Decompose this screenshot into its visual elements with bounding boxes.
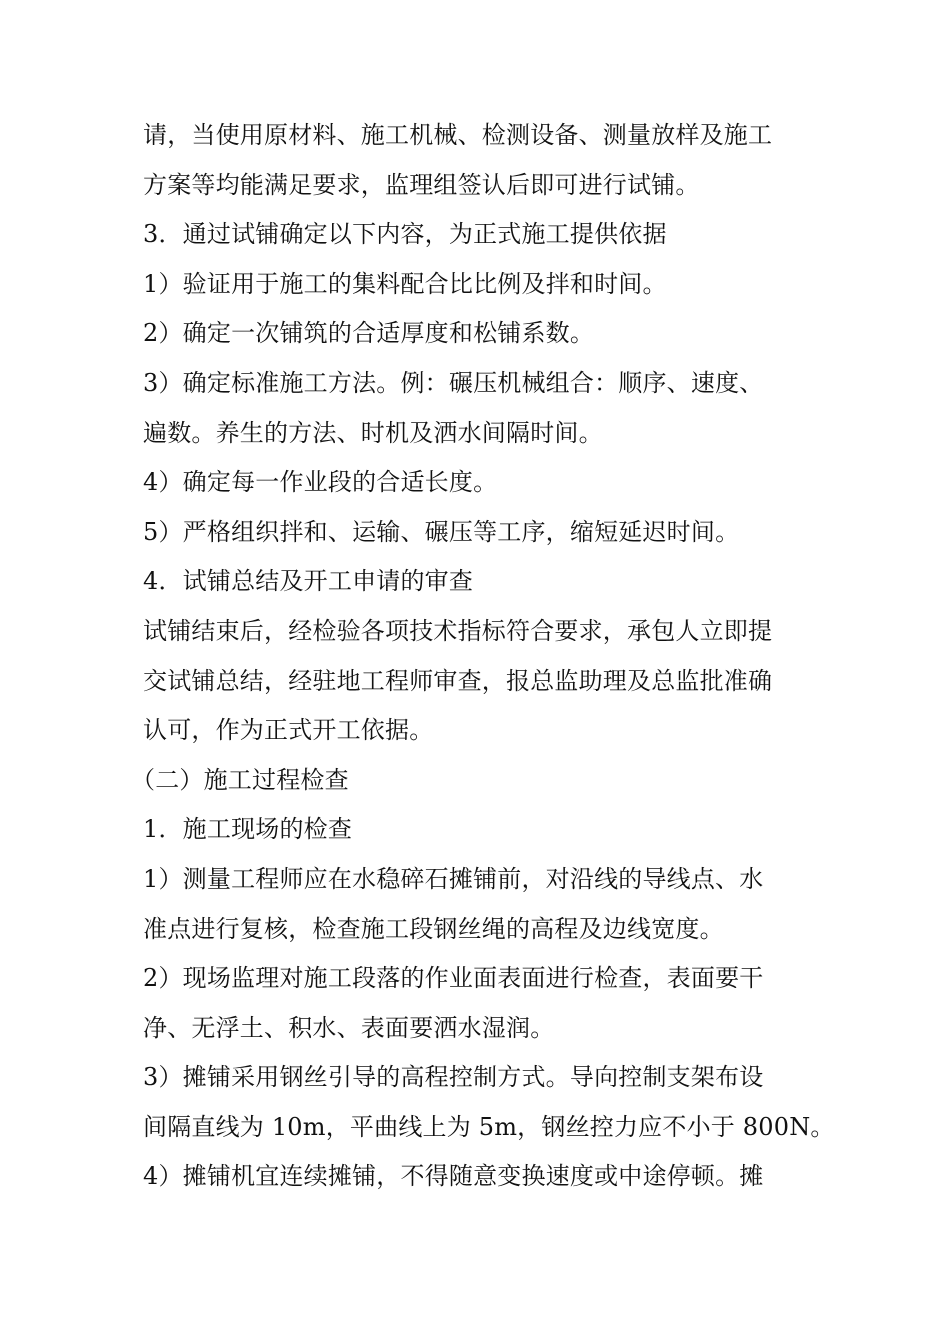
text-line: 遍数。养生的方法、时机及洒水间隔时间。 <box>143 418 603 447</box>
list-item: 2）确定一次铺筑的合适厚度和松铺系数。 <box>143 319 595 348</box>
list-item: 3）确定标准施工方法。例：碾压机械组合：顺序、速度、 <box>143 368 764 397</box>
list-item: 1）验证用于施工的集料配合比比例及拌和时间。 <box>143 269 667 298</box>
list-item: 5）严格组织拌和、运输、碾压等工序，缩短延迟时间。 <box>143 517 740 546</box>
list-item: 4）确定每一作业段的合适长度。 <box>143 468 498 497</box>
text-line: 间隔直线为 10m，平曲线上为 5m，钢丝控力应不小于 800N。 <box>143 1112 835 1141</box>
section-heading: 1．施工现场的检查 <box>143 815 353 844</box>
list-item: 3）摊铺采用钢丝引导的高程控制方式。导向控制支架布设 <box>143 1063 764 1092</box>
chapter-heading: （二）施工过程检查 <box>131 765 349 794</box>
text-line: 方案等均能满足要求，监理组签认后即可进行试铺。 <box>143 170 700 199</box>
text-line: 认可，作为正式开工依据。 <box>143 716 434 745</box>
text-line: 交试铺总结，经驻地工程师审查，报总监助理及总监批准确 <box>143 666 773 695</box>
list-item: 1）测量工程师应在水稳碎石摊铺前，对沿线的导线点、水 <box>143 864 764 893</box>
list-item: 4）摊铺机宜连续摊铺，不得随意变换速度或中途停顿。摊 <box>143 1162 764 1191</box>
section-heading: 3．通过试铺确定以下内容，为正式施工提供依据 <box>143 220 667 249</box>
text-line: 请，当使用原材料、施工机械、检测设备、测量放样及施工 <box>143 121 773 149</box>
text-line: 准点进行复核，检查施工段钢丝绳的高程及边线宽度。 <box>143 914 724 943</box>
list-item: 2）现场监理对施工段落的作业面表面进行检查，表面要干 <box>143 964 764 993</box>
section-heading: 4．试铺总结及开工申请的审查 <box>143 567 474 596</box>
text-line: 净、无浮土、积水、表面要洒水湿润。 <box>143 1013 555 1042</box>
text-line: 试铺结束后，经检验各项技术指标符合要求，承包人立即提 <box>143 616 773 645</box>
document-body <box>131 111 835 1202</box>
